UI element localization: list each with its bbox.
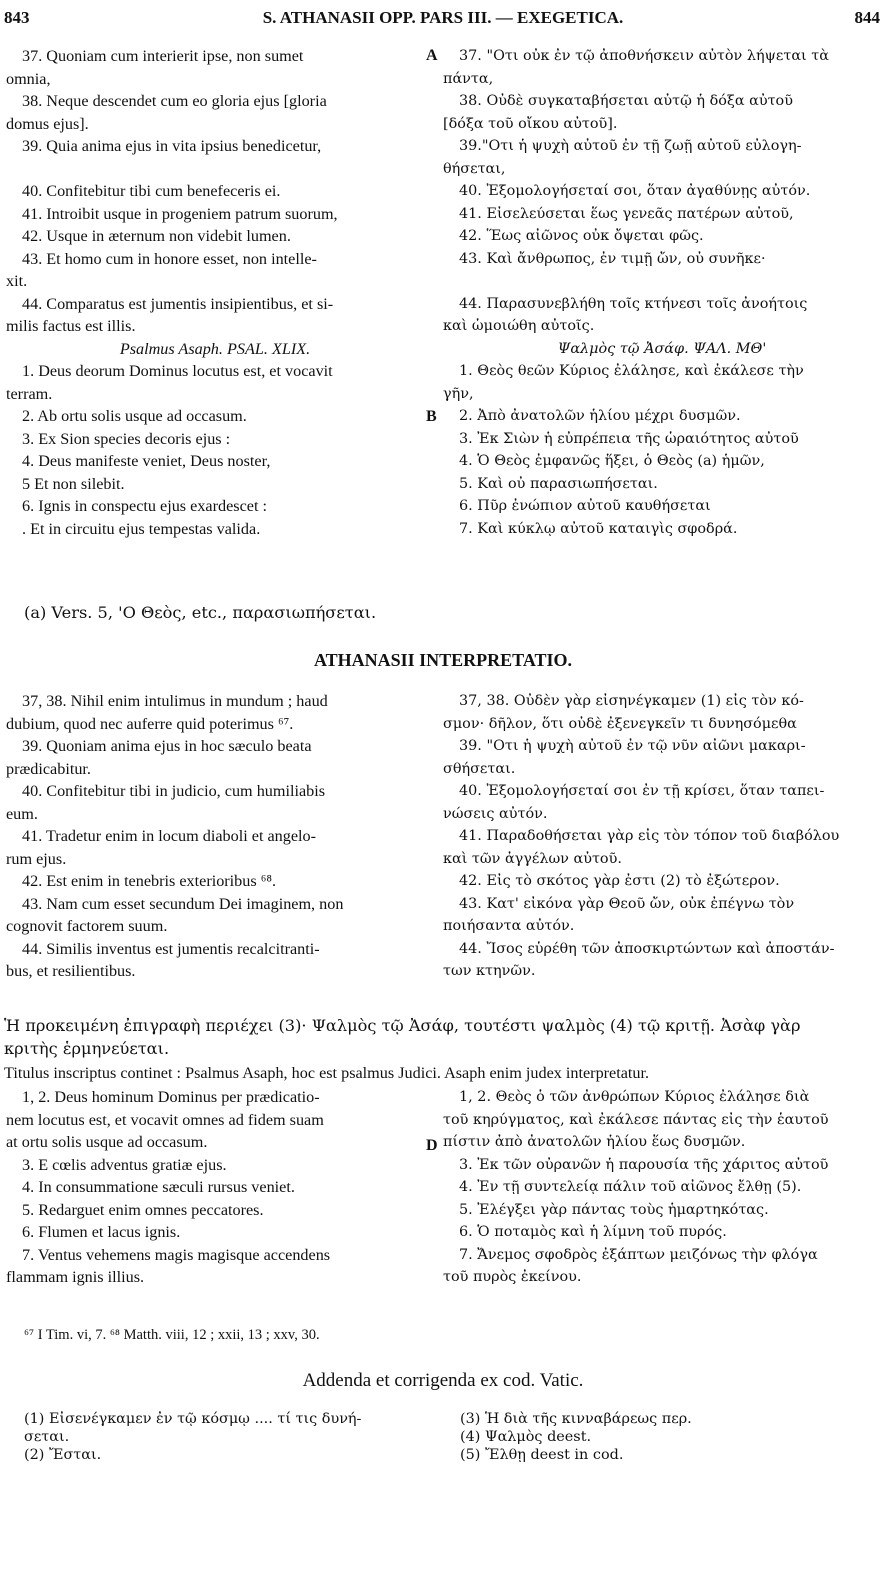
addenda-title: Addenda et corrigenda ex cod. Vatic. (302, 1370, 584, 1391)
sec3-latin-line: flammam ignis illius. (6, 1268, 145, 1286)
sec2-greek-line: 40. Ἐξομολογήσεταί σοι ἐν τῇ κρίσει, ὅταν ταπει- (459, 783, 825, 799)
sec3-greek-line: πίστιν ἀπὸ ἀνατολῶν ἡλίου ἕως δυσμῶν. (443, 1134, 746, 1150)
sec2-greek-line: καὶ τῶν ἀγγέλων αὐτοῦ. (443, 850, 622, 867)
sec1-greek-line: γῆν, (443, 385, 474, 402)
sec1-latin-line: 37. Quoniam cum interierit ipse, non sumet (22, 47, 304, 65)
sec1-latin-line: 40. Confitebitur tibi cum benefeceris ei. (22, 182, 281, 200)
sec1-latin-line: 2. Ab ortu solis usque ad occasum. (22, 407, 247, 425)
sec2-greek-line: 41. Παραδοθήσεται γὰρ εἰς τὸν τόπον τοῦ διαβόλου (459, 828, 840, 844)
running-title: S. ATHANASII OPP. PARS III. — EXEGETICA. (262, 8, 624, 27)
addenda-left-column (24, 1410, 424, 1464)
sec1-greek-line: πάντα, (443, 70, 494, 87)
sec1-latin-line: Psalmus Asaph. PSAL. XLIX. (119, 339, 311, 358)
sec2-greek-line: 44. Ἴσος εὑρέθη τῶν ἀποσκιρτώντων καὶ ἀποστάν- (459, 940, 835, 957)
sec3-greek-line: 3. Ἐκ τῶν οὐρανῶν ἡ παρουσία τῆς χάριτος αὐτοῦ (459, 1156, 829, 1173)
sec3-greek-line: 7. Ἄνεμος σφοδρὸς ἐξάπτων μειζόνως τὴν φλόγα (459, 1246, 818, 1263)
note-a-text: (a) Vers. 5, 'Ο Θεὸς, etc., παρασιωπήσεται. (24, 603, 377, 622)
sec3-latin-line: 3. E cœlis adventus gratiæ ejus. (22, 1155, 227, 1174)
sec1-greek-line: 1. Θεὸς θεῶν Κύριος ἐλάλησε, καὶ ἐκάλεσε τὴν (459, 363, 804, 379)
sec2-latin-line: dubium, quod nec auferre quid poterimus ⁶⁷. (6, 714, 294, 733)
sec1-greek-line: 38. Οὐδὲ συγκαταβήσεται αὐτῷ ἡ δόξα αὐτοῦ (459, 93, 793, 109)
sec1-latin-line: milis factus est illis. (6, 317, 136, 335)
sec2-greek-line: σμον· δῆλον, ὅτι οὐδὲ ἐξενεγκεῖν τι δυνησόμεθα (443, 715, 797, 732)
sec2-latin-line: 42. Est enim in tenebris exterioribus ⁶⁸. (22, 872, 277, 890)
sec1-greek-line: 4. Ὁ Θεὸς ἐμφανῶς ἥξει, ὁ Θεὸς (a) ἡμῶν, (459, 453, 765, 469)
sec2-latin-line: cognovit factorem suum. (6, 917, 168, 935)
sec1-latin-line: 6. Ignis in conspectu ejus exardescet : (22, 497, 267, 515)
full-greek-line-1: Ἡ προκειμένη ἐπιγραφὴ περιέχει (3)· Ψαλμὸς τῷ Ἀσάφ, τουτέστι ψαλμὸς (4) τῷ κριτῇ. Ἀσὰφ γὰρ (4, 1016, 801, 1035)
section2-title: ATHANASII INTERPRETATIO. (313, 650, 573, 670)
sec1-greek-line: 41. Εἰσελεύσεται ἕως γενεᾶς πατέρων αὐτοῦ, (459, 205, 794, 222)
sec1-latin-line: 5 Et non silebit. (22, 474, 125, 493)
sec2-latin-line: 44. Similis inventus est jumentis recalcitranti- (22, 939, 320, 958)
sec2-latin-line: eum. (6, 804, 38, 823)
sec2-greek-line: 39. "Οτι ἡ ψυχὴ αὐτοῦ ἐν τῷ νῦν αἰῶνι μακαρι- (459, 738, 806, 754)
section3-latin-column (6, 1086, 424, 1289)
sec1-greek-line: 39."Οτι ἡ ψυχὴ αὐτοῦ ἐν τῇ ζωῇ αὐτοῦ εὐλογη- (459, 138, 802, 154)
sec1-greek-line: 44. Παρασυνεβλήθη τοῖς κτήνεσι τοῖς ἀνοήτοις (459, 295, 808, 312)
sec2-greek-line: 37, 38. Οὐδὲν γὰρ εἰσηνέγκαμεν (1) εἰς τὸν κό- (459, 693, 804, 709)
sec1-latin-line: 39. Quia anima ejus in vita ipsius benedicetur, (22, 137, 322, 155)
sec1-greek-line: 6. Πῦρ ἐνώπιον αὐτοῦ καυθήσεται (459, 498, 711, 514)
full-greek-paragraph (4, 1015, 800, 1060)
sec1-latin-line: xit. (6, 272, 28, 290)
sec1-latin-line: terram. (6, 384, 53, 403)
section2-greek-column (443, 690, 881, 983)
sec1-greek-line: 3. Ἐκ Σιὼν ἡ εὐπρέπεια τῆς ὡραιότητος αὐτοῦ (459, 430, 799, 447)
addenda-right-line: (3) Ἡ διὰ τῆς κινναβάρεως περ. (460, 1411, 692, 1427)
sec2-latin-line: 39. Quoniam anima ejus in hoc sæculo beata (22, 737, 312, 755)
addenda-right-column (460, 1410, 880, 1464)
sec1-latin-line: 3. Ex Sion species decoris ejus : (22, 429, 231, 448)
full-latin-line: Titulus inscriptus continet : Psalmus Asaph, hoc est psalmus Judici. Asaph enim judex interpretatur. (4, 1064, 650, 1082)
sec3-latin-line: nem locutus est, et vocavit omnes ad fidem suam (6, 1110, 324, 1129)
sec1-greek-line: καὶ ὡμοιώθη αὐτοῖς. (443, 318, 595, 334)
margin-letter-a: A (426, 47, 438, 64)
sec1-greek-line: 43. Καὶ ἄνθρωπος, ἐν τιμῇ ὤν, οὐ συνῆκε· (459, 250, 766, 267)
sec1-latin-line: domus ejus]. (6, 114, 89, 133)
sec1-latin-line: 44. Comparatus est jumentis insipientibus, et si- (22, 294, 334, 313)
margin-letter-b: B (426, 408, 437, 425)
sec1-greek-line: 37. "Οτι οὐκ ἐν τῷ ἀποθνήσκειν αὐτὸν λήψεται τὰ (459, 48, 829, 64)
sec3-latin-line: 4. In consummatione sæculi rursus veniet. (22, 1178, 295, 1196)
sec3-latin-line: 6. Flumen et lacus ignis. (22, 1223, 181, 1241)
left-page-number: 843 (4, 8, 30, 27)
sec3-greek-line: 4. Ἐν τῇ συντελείᾳ πάλιν τοῦ αἰῶνος ἔλθῃ (5). (459, 1179, 802, 1195)
sec1-latin-line: 43. Et homo cum in honore esset, non intelle- (22, 249, 317, 268)
sec2-latin-line: 43. Nam cum esset secundum Dei imaginem, non (22, 894, 344, 913)
sec3-greek-line: τοῦ πυρὸς ἐκείνου. (443, 1269, 582, 1285)
sec1-latin-line: 42. Usque in æternum non videbit lumen. (22, 227, 291, 245)
sec1-greek-line: θήσεται, (443, 160, 506, 177)
running-header (0, 8, 886, 34)
sec2-greek-line: των κτηνῶν. (443, 963, 536, 979)
sec3-greek-line: τοῦ κηρύγματος, καὶ ἐκάλεσε πάντας εἰς τὴν ἑαυτοῦ (443, 1111, 829, 1128)
sec2-latin-line: bus, et resilientibus. (6, 962, 136, 980)
addenda-left-line: σεται. (24, 1429, 70, 1445)
section3-greek-column (443, 1086, 881, 1289)
sec1-greek-line: 7. Καὶ κύκλῳ αὐτοῦ καταιγὶς σφοδρά. (459, 520, 738, 537)
section1-greek-column (443, 45, 881, 540)
addenda-right-line: (5) Ἔλθῃ deest in cod. (460, 1447, 624, 1463)
sec1-greek-line (443, 270, 881, 293)
sec3-latin-line: 5. Redarguet enim omnes peccatores. (22, 1200, 264, 1219)
sec1-greek-line: 42. Ἕως αἰῶνος οὐκ ὄψεται φῶς. (459, 228, 704, 244)
sec3-greek-line: 5. Ἐλέγξει γὰρ πάντας τοὺς ἡμαρτηκότας. (459, 1201, 769, 1218)
sec1-latin-line: 4. Deus manifeste veniet, Deus noster, (22, 452, 271, 470)
sec2-latin-line: 40. Confitebitur tibi in judicio, cum humiliabis (22, 782, 326, 800)
sec2-latin-line: 41. Tradetur enim in locum diaboli et angelo- (22, 827, 317, 845)
sec1-greek-line: 2. Ἀπὸ ἀνατολῶν ἡλίου μέχρι δυσμῶν. (459, 408, 741, 424)
sec3-latin-line: at ortu solis usque ad occasum. (6, 1133, 208, 1151)
sec3-latin-line: 7. Ventus vehemens magis magisque accendens (22, 1245, 331, 1264)
sec1-greek-line: 5. Καὶ οὐ παρασιωπήσεται. (459, 475, 658, 492)
sec3-greek-line: 6. Ὁ ποταμὸς καὶ ἡ λίμνη τοῦ πυρός. (459, 1224, 727, 1240)
full-latin-paragraph (4, 1062, 649, 1085)
sec1-greek-line: [δόξα τοῦ οἴκου αὐτοῦ]. (443, 115, 618, 132)
full-greek-line-2: κριτὴς ἑρμηνεύεται. (4, 1038, 170, 1058)
sec1-latin-line: 41. Introibit usque in progeniem patrum suorum, (22, 204, 338, 223)
sec2-greek-line: νώσεις αὐτόν. (443, 805, 548, 822)
sec1-latin-line: . Et in circuitu ejus tempestas valida. (22, 519, 261, 538)
sec1-greek-line: Ψαλμὸς τῷ Ἀσάφ. ΨΑΛ. ΜΘ' (557, 340, 767, 357)
footnotes (24, 1324, 320, 1347)
sec2-latin-line: rum ejus. (6, 849, 67, 868)
note-a (24, 602, 376, 625)
sec2-greek-line: σθήσεται. (443, 760, 516, 777)
sec1-latin-line: omnia, (6, 69, 51, 88)
addenda-left-line: (2) Ἔσται. (24, 1447, 102, 1463)
sec3-latin-line: 1, 2. Deus hominum Dominus per prædicatio- (22, 1088, 320, 1106)
sec2-greek-line: 43. Κατ' εἰκόνα γὰρ Θεοῦ ὤν, οὐκ ἐπέγνω τὸν (459, 895, 795, 912)
margin-letter-d: D (426, 1137, 438, 1154)
addenda-right-line: (4) Ψαλμὸς deest. (460, 1429, 592, 1445)
addenda-left-line: (1) Εἰσενέγκαμεν ἐν τῷ κόσμῳ .... τί τις δυνή- (24, 1411, 362, 1427)
sec1-greek-line: 40. Ἐξομολογήσεταί σοι, ὅταν ἀγαθύνῃς αὐτόν. (459, 183, 811, 199)
section2-latin-column (6, 690, 424, 983)
sec1-latin-line: 1. Deus deorum Dominus locutus est, et vocavit (22, 362, 333, 380)
sec2-greek-line: ποιήσαντα αὐτόν. (443, 918, 575, 934)
sec2-greek-line: 42. Εἰς τὸ σκότος γὰρ ἐστι (2) τὸ ἐξώτερον. (459, 873, 780, 889)
sec2-latin-line: 37, 38. Nihil enim intulimus in mundum ; haud (22, 692, 328, 710)
sec1-latin-line: 38. Neque descendet cum eo gloria ejus [gloria (22, 92, 327, 110)
sec1-latin-line (6, 158, 424, 181)
footnote-line: ⁶⁷ I Tim. vi, 7. ⁶⁸ Matth. viii, 12 ; xxii, 13 ; xxv, 30. (24, 1327, 320, 1343)
section1-latin-column (6, 45, 424, 540)
right-page-number: 844 (854, 8, 880, 27)
sec2-latin-line: prædicabitur. (6, 759, 91, 778)
sec3-greek-line: 1, 2. Θεὸς ὁ τῶν ἀνθρώπων Κύριος ἐλάλησε διὰ (459, 1089, 810, 1105)
